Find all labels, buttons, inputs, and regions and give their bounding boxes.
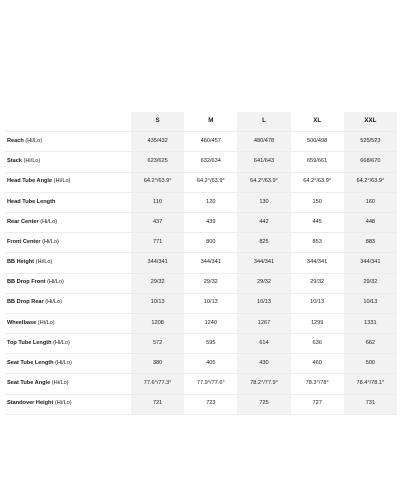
cell-value: 460 <box>291 354 344 374</box>
cell-value: 771 <box>131 233 184 253</box>
cell-value: 725 <box>237 394 290 414</box>
row-label <box>5 253 131 273</box>
row-label-suffix: (Hi/Lo) <box>55 360 72 367</box>
row-label-name: Stack <box>7 158 22 165</box>
cell-value: 442 <box>237 212 290 232</box>
cell-value: 1240 <box>184 313 237 333</box>
cell-value: 344/341 <box>237 253 290 273</box>
row-label-suffix: (Hi/Lo) <box>23 158 41 165</box>
cell-value: 641/643 <box>237 152 290 172</box>
row-label-name: Wheelbase <box>7 319 37 326</box>
row-label-suffix: (Hi/Lo) <box>47 279 64 286</box>
size-header-l: L <box>237 112 290 132</box>
table-row <box>5 253 397 273</box>
cell-value: 460/457 <box>184 132 237 152</box>
cell-value: 723 <box>184 394 237 414</box>
row-label <box>5 313 131 333</box>
row-label-name: Top Tube Length <box>7 339 52 346</box>
cell-value: 614 <box>237 334 290 354</box>
cell-value: 78.3°/78° <box>291 374 344 394</box>
row-label-name: Seat Tube Angle <box>7 380 51 387</box>
cell-value: 64.2°/63.9° <box>291 172 344 192</box>
row-label <box>5 233 131 253</box>
cell-value: 380 <box>131 354 184 374</box>
cell-value: 130 <box>237 192 290 212</box>
cell-value: 430 <box>237 354 290 374</box>
row-label <box>5 212 131 232</box>
geometry-table <box>5 112 397 415</box>
cell-value: 77.9°/77.6° <box>184 374 237 394</box>
table-row <box>5 293 397 313</box>
cell-value: 731 <box>344 394 397 414</box>
row-label <box>5 394 131 414</box>
row-label-suffix: (Hi/Lo) <box>35 259 53 266</box>
cell-value: 64.2°/63.9° <box>131 172 184 192</box>
cell-value: 344/341 <box>344 253 397 273</box>
cell-value: 64.2°/63.9° <box>344 172 397 192</box>
row-label-suffix: (Hi/Lo) <box>54 400 72 407</box>
row-label-name: Front Center <box>7 238 41 245</box>
cell-value: 160 <box>344 192 397 212</box>
row-label <box>5 354 131 374</box>
cell-value: 439 <box>184 212 237 232</box>
row-label-suffix: (Hi/Lo) <box>37 319 55 326</box>
row-label <box>5 293 131 313</box>
cell-value: 77.6°/77.3° <box>131 374 184 394</box>
row-label <box>5 273 131 293</box>
cell-value: 10/13 <box>344 293 397 313</box>
table-row <box>5 313 397 333</box>
cell-value: 110 <box>131 192 184 212</box>
size-header-m: M <box>184 112 237 132</box>
cell-value: 445 <box>291 212 344 232</box>
table-row <box>5 212 397 232</box>
cell-value: 659/661 <box>291 152 344 172</box>
cell-value: 437 <box>131 212 184 232</box>
row-label <box>5 334 131 354</box>
cell-value: 120 <box>184 192 237 212</box>
table-row <box>5 273 397 293</box>
row-label-name: Head Tube Length <box>7 198 56 205</box>
cell-value: 727 <box>291 394 344 414</box>
row-label <box>5 172 131 192</box>
cell-value: 853 <box>291 233 344 253</box>
cell-value: 632/634 <box>184 152 237 172</box>
cell-value: 10/13 <box>291 293 344 313</box>
cell-value: 64.2°/63.9° <box>184 172 237 192</box>
size-header-s: S <box>131 112 184 132</box>
cell-value: 1299 <box>291 313 344 333</box>
table-row <box>5 132 397 152</box>
cell-value: 572 <box>131 334 184 354</box>
cell-value: 448 <box>344 212 397 232</box>
size-header-xxl: XXL <box>344 112 397 132</box>
row-label <box>5 192 131 212</box>
cell-value: 29/32 <box>237 273 290 293</box>
row-label-name: Seat Tube Length <box>7 360 54 367</box>
row-label-suffix: (Hi/Lo) <box>40 218 58 225</box>
cell-value: 29/32 <box>131 273 184 293</box>
cell-value: 500 <box>344 354 397 374</box>
row-label-suffix: (Hi/Lo) <box>25 137 43 144</box>
row-label <box>5 132 131 152</box>
cell-value: 344/341 <box>184 253 237 273</box>
table-row <box>5 172 397 192</box>
cell-value: 636 <box>291 334 344 354</box>
cell-value: 29/32 <box>184 273 237 293</box>
row-label <box>5 152 131 172</box>
cell-value: 10/13 <box>237 293 290 313</box>
cell-value: 405 <box>184 354 237 374</box>
size-header-xl: XL <box>291 112 344 132</box>
cell-value: 1267 <box>237 313 290 333</box>
cell-value: 500/498 <box>291 132 344 152</box>
geometry-table-body <box>5 132 397 415</box>
cell-value: 78.4°/78.1° <box>344 374 397 394</box>
cell-value: 64.2°/63.9° <box>237 172 290 192</box>
cell-value: 10/13 <box>184 293 237 313</box>
cell-value: 150 <box>291 192 344 212</box>
row-label-suffix: (Hi/Lo) <box>53 339 70 346</box>
size-header-row <box>5 112 397 132</box>
header-label-cell <box>5 112 131 132</box>
row-label-name: Rear Center <box>7 218 39 225</box>
table-row <box>5 394 397 414</box>
cell-value: 29/32 <box>291 273 344 293</box>
row-label-suffix: (Hi/Lo) <box>51 380 69 387</box>
row-label <box>5 374 131 394</box>
table-row <box>5 192 397 212</box>
row-label-suffix: (Hi/Lo) <box>42 238 59 245</box>
cell-value: 800 <box>184 233 237 253</box>
cell-value: 78.2°/77.9° <box>237 374 290 394</box>
cell-value: 883 <box>344 233 397 253</box>
table-row <box>5 233 397 253</box>
table-row <box>5 334 397 354</box>
cell-value: 344/341 <box>131 253 184 273</box>
row-label-name: BB Drop Rear <box>7 299 44 306</box>
cell-value: 721 <box>131 394 184 414</box>
cell-value: 10/13 <box>131 293 184 313</box>
row-label-name: BB Drop Front <box>7 279 46 286</box>
cell-value: 435/432 <box>131 132 184 152</box>
cell-value: 525/523 <box>344 132 397 152</box>
row-label-name: Reach <box>7 137 24 144</box>
cell-value: 480/478 <box>237 132 290 152</box>
cell-value: 662 <box>344 334 397 354</box>
cell-value: 1331 <box>344 313 397 333</box>
cell-value: 623/625 <box>131 152 184 172</box>
table-row <box>5 374 397 394</box>
cell-value: 825 <box>237 233 290 253</box>
table-row <box>5 354 397 374</box>
cell-value: 344/341 <box>291 253 344 273</box>
row-label-name: Head Tube Angle <box>7 178 53 185</box>
cell-value: 595 <box>184 334 237 354</box>
cell-value: 29/32 <box>344 273 397 293</box>
cell-value: 668/670 <box>344 152 397 172</box>
row-label-suffix: (Hi/Lo) <box>45 299 63 306</box>
row-label-name: Standover Height <box>7 400 54 407</box>
row-label-suffix: (Hi/Lo) <box>53 178 71 185</box>
cell-value: 1208 <box>131 313 184 333</box>
row-label-name: BB Height <box>7 259 35 266</box>
table-row <box>5 152 397 172</box>
